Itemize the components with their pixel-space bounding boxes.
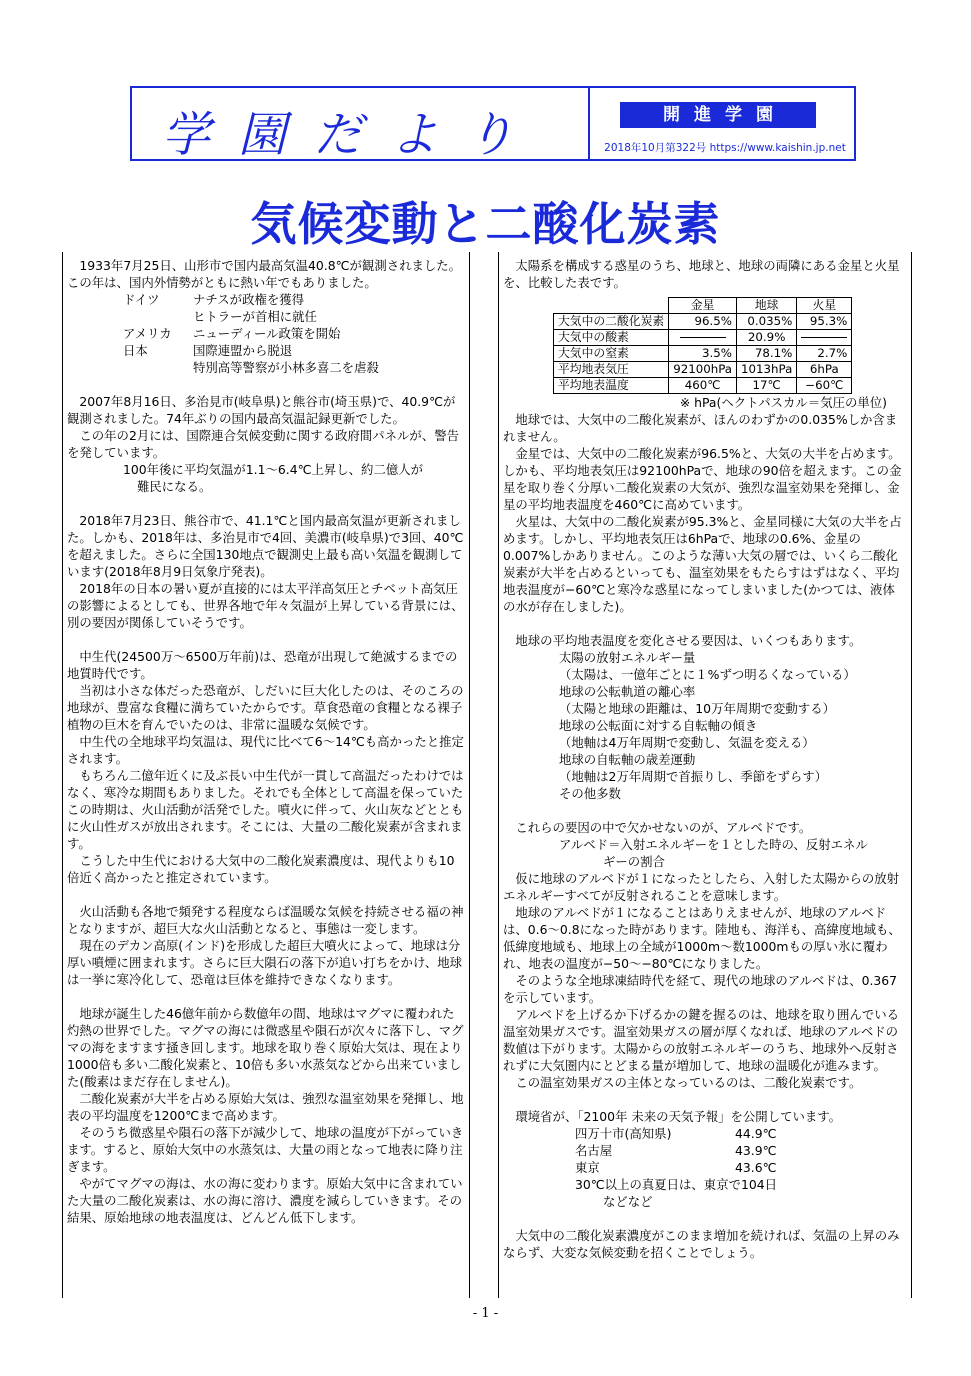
factor-item: 地球の公転軌道の離心率 [559,684,696,699]
paragraph: 太陽系を構成する惑星のうち、地球と、地球の両隣にある金星と火星を、比較した表です。 [503,258,900,290]
table-header-cell [554,298,669,314]
table-cell: 78.1% [737,346,797,362]
table-note: ※ hPa(ヘクトパスカル＝気圧の単位) [679,395,887,410]
event-text: ナチスが政権を獲得 [193,292,305,307]
planet-comparison-table [553,297,852,394]
table-row [554,314,852,330]
page-number: - 1 - [472,1306,499,1321]
paragraph: 中生代の全地球平均気温は、現代に比べて6〜14℃も高かったと推定されます。 [67,734,464,766]
table-header-cell: 金星 [669,298,737,314]
table-cell: 460℃ [669,378,737,394]
table-header-cell: 地球 [737,298,797,314]
paragraph: 仮に地球のアルベドが１になったとしたら、入射した太陽からの放射エネルギーすべてが反射されることを意味します。 [503,871,900,903]
event-item [67,308,465,325]
paragraph: そのような全地球凍結時代を経て、現代の地球のアルベドは、0.367を示しています。 [503,973,898,1005]
albedo-definition: アルベド＝入射エネルギーを１とした時の、反射エネル [559,837,868,852]
table-header-cell: 火星 [797,298,852,314]
event-item [67,359,465,376]
table-row [554,378,852,394]
paragraph: 中生代(24500万〜6500万年前)は、恐竜が出現して絶滅するまでの地質時代です。 [67,649,458,681]
table-row [554,330,852,346]
paragraph: 2018年7月23日、熊谷市で、41.1℃と国内最高気温が更新されました。しかも、2018年は、多治見市で4回、美濃市(岐阜県)で3回、40℃を超えました。さらに全国130地点で観測史上最も高い気温を観測しています(2018年8月9日気象庁発表)。 [67,513,464,579]
table-row [554,362,852,378]
paragraph: この年の2月には、国際連合気候変動に関する政府間パネルが、警告を発しています。 [67,428,459,460]
factor-item: 太陽の放射エネルギー量 [559,650,696,665]
event-text: ニューディール政策を開始 [193,326,341,341]
event-text: 特別高等警察が小林多喜二を虐殺 [193,360,379,375]
paragraph: 地球が誕生した46億年前から数億年の間、地球はマグマに覆われた灼熱の世界でした。マグマの海には微惑星や隕石が次々に落下し、マグマの海をますます掻き回します。地球を取り巻く原始大気は、現在より1000倍も多い二酸化炭素と、10倍も多い水蒸気などから出来ていました(酸素はまだ存在しません)。 [67,1006,464,1089]
table-cell: 20.9% [737,330,797,346]
table-cell: 平均地表気圧 [554,362,669,378]
table-cell: 1013hPa [737,362,797,378]
forecast-row [503,1159,907,1176]
forecast-extra: 30℃以上の真夏日は、東京で104日 [575,1177,778,1192]
forecast-place: 四万十市(高知県) [575,1126,672,1141]
event-item [67,342,465,359]
paragraph: 火星は、大気中の二酸化炭素が95.3%と、金星同様に大気の大半を占めます。しかし、平均地表気圧は6hPaで、地球の0.6%、金星の0.007%しかありません。このような薄い大気の層では、いくら二酸化炭素が大半を占めるといっても、温室効果をもたらすはずはなく、平均地表温度が−60℃と寒冷な惑星になってしまいました(かつては、液体の水が存在しました)。 [503,514,902,614]
table-row [554,346,852,362]
forecast-temp: 43.9℃ [735,1143,777,1158]
table-cell: 平均地表温度 [554,378,669,394]
factor-item: 地球の公転面に対する自転軸の傾き [559,718,758,733]
table-header-row [554,298,852,314]
table-cell: −60℃ [797,378,852,394]
school-name: 開進学園 [620,102,816,128]
paragraph: 火山活動も各地で頻発する程度ならば温暖な気候を持続させる福の神となりますが、超巨大な火山活動となると、事態は一変します。 [67,904,464,936]
headline: 気候変動と二酸化炭素 [250,197,721,251]
forecast-place: 名古屋 [575,1143,613,1158]
table-cell-empty [797,330,852,346]
paragraph: この温室効果ガスの主体となっているのは、二酸化炭素です。 [503,1075,862,1090]
event-text: 国際連盟から脱退 [193,343,293,358]
event-country: ドイツ [123,292,160,307]
table-cell: 2.7% [797,346,852,362]
left-column [62,252,470,1298]
dash-mark [801,337,847,338]
forecast-etc: などなど [603,1194,653,1209]
paragraph: 大気中の二酸化炭素濃度がこのまま増加を続ければ、気温の上昇のみならず、大変な気候変動を招くことでしょう。 [503,1228,900,1260]
newsletter-title: 学園だより [162,107,543,163]
table-cell: 大気中の酸素 [554,330,669,346]
factor-note: （地軸は4万年周期で変動し、気温を変える） [559,735,815,750]
table-cell: 大気中の二酸化炭素 [554,314,669,330]
paragraph: 環境省が、「2100年 未来の天気予報」を公開しています。 [503,1109,842,1124]
table-cell: 3.5% [669,346,737,362]
paragraph: 1933年7月25日、山形市で国内最高気温40.8℃が観測されました。この年は、国内外情勢がともに熱い年でもありました。 [67,258,462,290]
paragraph: やがてマグマの海は、水の海に変わります。原始大気中に含まれていた大量の二酸化炭素は、水の海に溶け、濃度を減らしていきます。その結果、原始地球の地表温度は、どんどん低下します。 [67,1176,463,1225]
quote-line: 100年後に平均気温が1.1〜6.4℃上昇し、約二億人が [123,462,424,477]
table-cell-empty [669,330,737,346]
table-cell: 大気中の窒素 [554,346,669,362]
table-cell: 96.5% [669,314,737,330]
table-cell: 95.3% [797,314,852,330]
albedo-definition: ギーの割合 [603,854,665,869]
right-column [498,252,912,1298]
forecast-row [503,1142,907,1159]
paragraph: 地球のアルベドが１になることはありえませんが、地球のアルベドは、0.6〜0.8になった時があります。陸地も、海洋も、高緯度地域も、低緯度地域も、地球上の全域が1000m〜数1000mもの厚い氷に覆われ、地表の温度が−50〜−80℃になりました。 [503,905,901,971]
paragraph: 現在のデカン高原(インド)を形成した超巨大噴火によって、地球は分厚い噴煙に囲まれます。さらに巨大隕石の落下が追い打ちをかけ、地球は一挙に寒冷化して、恐竜は巨体を維持できなくなります。 [67,938,463,987]
dash-mark [680,337,726,338]
paragraph: 地球の平均地表温度を変化させる要因は、いくつもあります。 [503,633,862,648]
paragraph: 二酸化炭素が大半を占める原始大気は、強烈な温室効果を発揮し、地表の平均温度を1200℃まで高めます。 [67,1091,464,1123]
event-item [67,325,465,342]
paragraph: アルベドを上げるか下げるかの鍵を握るのは、地球を取り囲んでいる温室効果ガスです。温室効果ガスの層が厚くなれば、地球のアルベドの数値は下がります。太陽からの放射エネルギーのうち、地球外へ反射されずに大気圏内にとどまる量が増加して、地球の温暖化が進みます。 [503,1007,900,1073]
event-list [67,291,465,376]
forecast-temp: 43.6℃ [735,1160,777,1175]
event-country: アメリカ [123,326,172,341]
forecast-temp: 44.9℃ [735,1126,777,1141]
table-cell: 17℃ [737,378,797,394]
table-cell: 92100hPa [669,362,737,378]
table-cell: 6hPa [797,362,852,378]
issue-info: 2018年10月第322号 https://www.kaishin.jp.net [604,142,846,154]
paragraph: 2007年8月16日、多治見市(岐阜県)と熊谷市(埼玉県)で、40.9℃が観測されました。74年ぶりの国内最高気温記録更新でした。 [67,394,456,426]
forecast-place: 東京 [575,1160,600,1175]
paragraph: 地球では、大気中の二酸化炭素が、ほんのわずかの0.035%しか含まれません。 [503,412,898,444]
forecast-row [503,1125,907,1142]
paragraph: こうした中生代における大気中の二酸化炭素濃度は、現代よりも10倍近く高かったと推定されています。 [67,853,455,885]
factor-note: （太陽と地球の距離は、10万年周期で変動する） [559,701,835,716]
masthead [130,86,856,161]
paragraph: もちろん二億年近くに及ぶ長い中生代が一貫して高温だったわけではなく、寒冷な期間もありました。それでも全体として高温を保っていたこの時期は、火山活動が活発でした。噴火に伴って、火山灰などとともに火山性ガスが放出されます。そこには、大量の二酸化炭素が含まれます。 [67,768,464,851]
factor-item: その他多数 [559,786,621,801]
factor-note: （太陽は、一億年ごとに１%ずつ明るくなっている） [559,667,856,682]
masthead-divider [588,88,590,159]
factor-note: （地軸は2万年周期で首振りし、季節をずらす） [559,769,828,784]
event-item [67,291,465,308]
paragraph: 金星では、大気中の二酸化炭素が96.5%と、大気の大半を占めます。しかも、平均地表気圧は92100hPaで、地球の90倍を超えます。この金星を取り巻く分厚い二酸化炭素の大気が、強烈な温室効果を発揮し、金星の平均地表温度を460℃に高めています。 [503,446,902,512]
paragraph: そのうち微惑星や隕石の落下が減少して、地球の温度が下がっていきます。すると、原始大気中の水蒸気は、大量の雨となって地表に降り注ぎます。 [67,1125,464,1174]
event-country: 日本 [123,343,148,358]
event-text: ヒトラーが首相に就任 [193,309,317,324]
table-cell: 0.035% [737,314,797,330]
event-country [67,308,193,325]
paragraph: 2018年の日本の暑い夏が直接的には太平洋高気圧とチベット高気圧の影響によるとしても、世界各地で年々気温が上昇している背景には、別の要因が関係していそうです。 [67,581,464,630]
paragraph: これらの要因の中で欠かせないのが、アルベドです。 [503,820,812,835]
event-country [67,359,193,376]
quote-line: 難民になる。 [137,479,212,494]
paragraph: 当初は小さな体だった恐竜が、しだいに巨大化したのは、そのころの地球が、豊富な食糧に満ちていたからです。草食恐竜の食糧となる裸子植物の巨木を育んでいたのは、非常に温暖な気候です。 [67,683,464,732]
factor-item: 地球の自転軸の歳差運動 [559,752,696,767]
